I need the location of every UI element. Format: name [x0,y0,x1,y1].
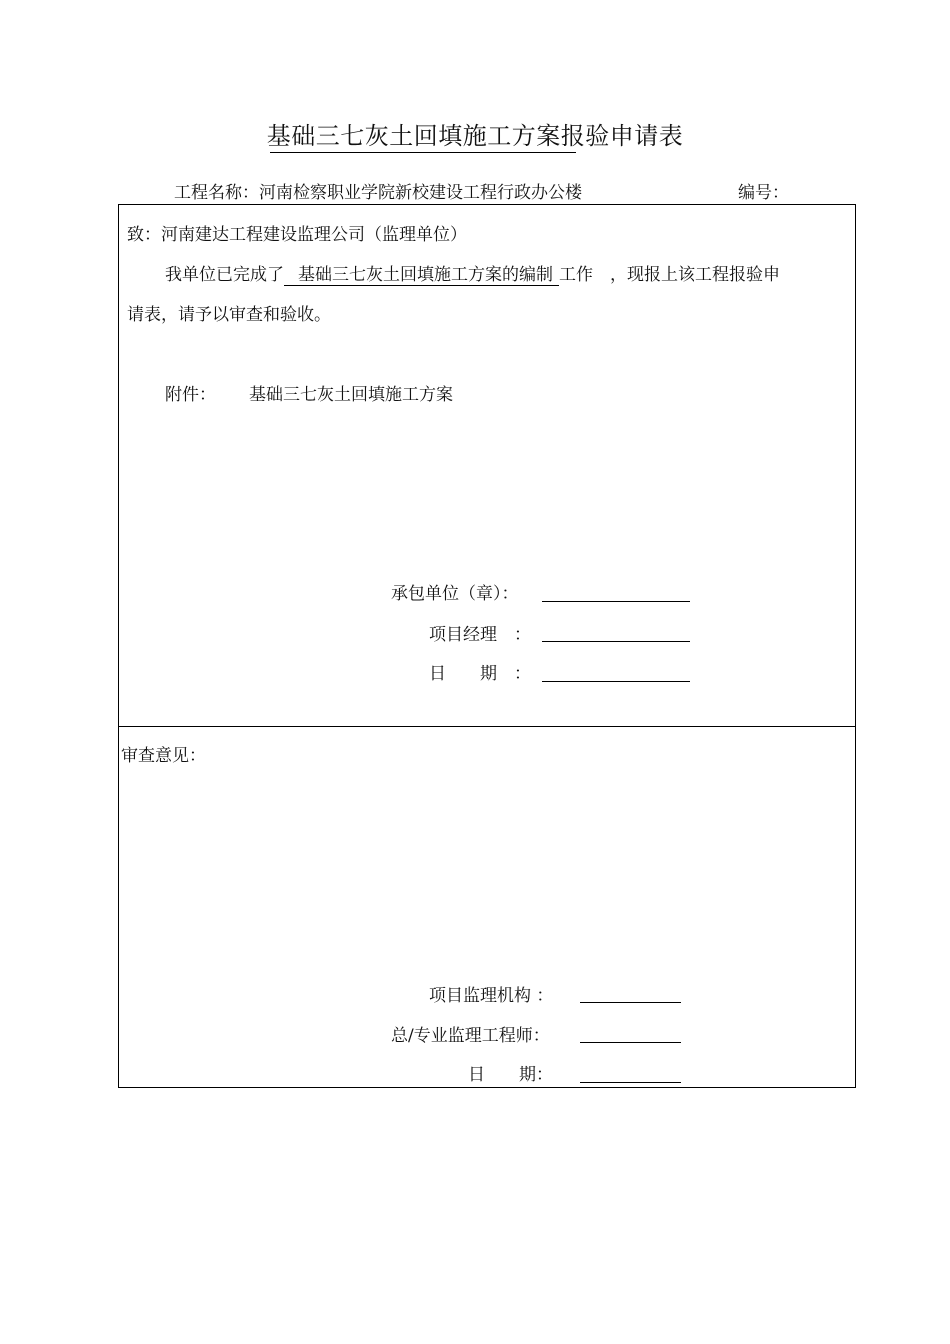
application-date-line[interactable] [542,681,690,682]
completed-work-field: 基础三七灰土回填施工方案的编制 [284,260,559,286]
addressee-label: 致： [127,225,161,245]
review-opinion-label: 审查意见： [121,746,206,766]
title-underline [270,152,576,153]
review-date-label: 日 期： [468,1065,553,1085]
contractor-signature-line[interactable] [542,601,690,602]
supervision-agency-signature-line[interactable] [580,1002,681,1003]
attachment-value: 基础三七灰土回填施工方案 [249,385,453,405]
supervising-engineer-label: 总/专业监理工程师： [391,1026,550,1046]
project-name-label: 工程名称： [174,183,259,203]
body-prefix: 我单位已完成了 [165,265,284,285]
addressee-line [127,220,467,245]
application-date-label: 日 期 ： [429,664,531,684]
project-name-line [174,178,582,203]
form-title: 基础三七灰土回填施工方案报验申请表 [266,122,684,150]
body-line-2: 请表，请予以审查和验收。 [127,305,331,325]
addressee-value: 河南建达工程建设监理公司（监理单位） [161,225,467,245]
section-divider [119,726,855,727]
attachment-label: 附件： [165,385,216,405]
project-name-value: 河南检察职业学院新校建设工程行政办公楼 [259,183,582,203]
body-line-1 [165,260,780,286]
project-manager-signature-line[interactable] [542,641,690,642]
number-label: 编号： [738,183,789,203]
contractor-label: 承包单位（章）： [391,584,519,604]
body-suffix: 工作 ，现报上该工程报验申 [559,265,780,285]
review-date-line[interactable] [580,1082,681,1083]
project-manager-label: 项目经理 ： [429,625,531,645]
application-form [118,204,856,1088]
supervising-engineer-signature-line[interactable] [580,1042,681,1043]
supervision-agency-label: 项目监理机构 ： [429,986,554,1006]
